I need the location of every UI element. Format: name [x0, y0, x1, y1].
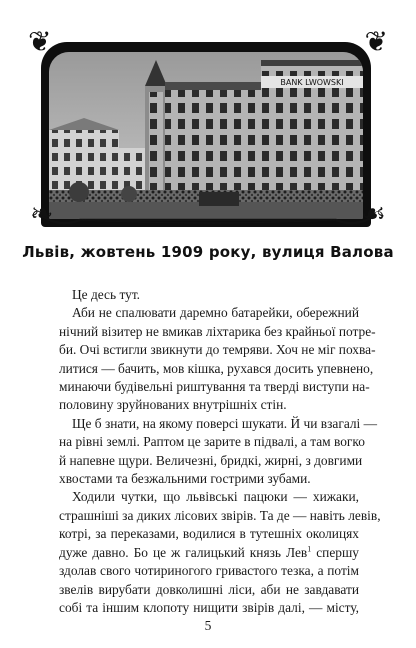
text-fragment: дуже давно. Бо це ж галицький князь Лев — [59, 544, 308, 560]
text-line: Ходили чутки, що львівські пацюки — хижаки, — [72, 489, 359, 505]
street-photo-drawing — [49, 52, 363, 219]
text-line: собі та іншим клопоту нищити звірів далі, — місту, — [59, 599, 359, 615]
text-line: страшніші за диких лісових звірів. Та де — навіть левів, — [59, 507, 381, 523]
text-fragment: спершу — [311, 544, 359, 560]
text-line: би. Очі встигли звикнути до темряви. Хоч не міг похва- — [59, 342, 376, 358]
text-line: здолав свого чотириногого гривастого тезка, а потім — [59, 563, 359, 579]
street-photo — [49, 52, 363, 219]
ornament-bottom-left-icon: ❧ — [30, 197, 54, 230]
text-line: й напевне щури. Величезні, бридкі, жирні, з довгими — [59, 452, 363, 468]
ornament-top-right-icon: ❦ — [364, 25, 388, 58]
text-line: литися — бачить, мов кішка, рухався досить упевнено, — [59, 360, 374, 376]
text-line-with-footnote — [59, 544, 359, 562]
text-line: звелів вирубати довколишні ліси, аби не завдавати — [59, 581, 359, 597]
frame-bottom-scroll — [40, 212, 376, 230]
ornament-bottom-right-icon: ☙ — [360, 197, 386, 230]
text-line: Ще б знати, на якому поверсі шукати. Й чи взагалі — — [72, 415, 378, 431]
chapter-illustration — [41, 42, 371, 227]
text-line: хвостами та безжальними гострими зубами. — [59, 471, 311, 487]
ornament-top-left-icon: ❦ — [28, 25, 52, 58]
text-line: котрі, за переказами, водилися в тутешніх околицях — [59, 526, 359, 542]
bank-sign: BANK LWOWSKI — [280, 78, 344, 87]
text-line: Аби не спалювати даремно батарейки, обережний — [72, 305, 359, 321]
page-number: 5 — [204, 618, 212, 633]
text-line: Це десь тут. — [72, 287, 141, 302]
body-text — [59, 286, 381, 617]
text-line: минаючи будівельні риштування та тверді виступи на- — [59, 379, 370, 395]
chapter-title: Львів, жовтень 1909 року, вулиця Валова — [22, 243, 394, 261]
text-line: половину зруйнованих внутрішніх стін. — [59, 397, 287, 413]
text-line: нічний візитер не вмикав ліхтарика без крайньої потре- — [59, 323, 376, 339]
text-line: на рівні землі. Раптом це зарите в підвалі, а там вогко — [59, 434, 365, 450]
footnote-marker[interactable]: 1 — [307, 544, 312, 554]
